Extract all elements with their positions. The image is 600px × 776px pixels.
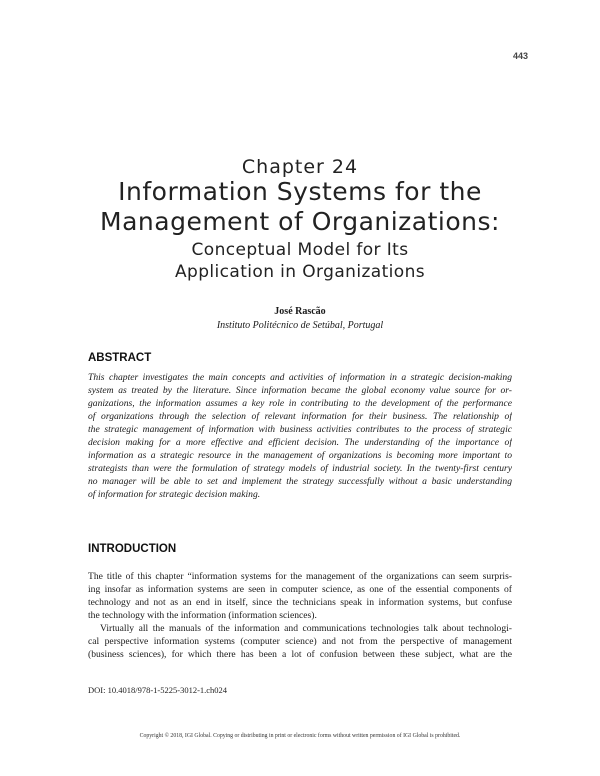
chapter-subtitle-line-1: Conceptual Model for Its xyxy=(191,240,409,260)
abstract-heading: ABSTRACT xyxy=(88,352,152,364)
chapter-label: Chapter 24 xyxy=(241,156,359,178)
abstract-line: This chapter investigates the main concepts and activities of information in a strategic decision-making xyxy=(88,372,512,383)
copyright-notice: Copyright © 2018, IGI Global. Copying or distributing in print or electronic forms without written permission of IGI Global is prohibited. xyxy=(139,733,461,739)
intro-line: The title of this chapter “information systems for the management of the organizations can seem surpris- xyxy=(88,571,512,582)
introduction-heading: INTRODUCTION xyxy=(88,543,177,555)
abstract-line: decision making for a more effective and efficient decision. The understanding of the importance of xyxy=(88,437,512,448)
intro-line: cal perspective information systems (computer science) and not from the perspective of management xyxy=(88,636,512,647)
chapter-title-line-2: Management of Organizations: xyxy=(100,207,500,236)
abstract-line: of organizations through the selection of relevant information for their business. The relationship of xyxy=(88,411,512,422)
author-affiliation: Instituto Politécnico de Setúbal, Portugal xyxy=(216,320,384,331)
abstract-line: of information for strategic decision making. xyxy=(88,489,261,500)
doi-text: DOI: 10.4018/978-1-5225-3012-1.ch024 xyxy=(88,685,228,695)
author-name: José Rascão xyxy=(274,306,326,317)
chapter-subtitle-line-2: Application in Organizations xyxy=(174,262,426,282)
abstract-line: system as treated by the literature. Since information became the global economy value source for or- xyxy=(88,385,512,396)
intro-line: (business sciences), for which there has been a lot of confusion between these subject, what are the xyxy=(88,649,512,660)
abstract-line: ganizations, the information assumes a key role in contributing to the development of the performance xyxy=(88,398,512,409)
intro-line: Virtually all the manuals of the information and communications technologies talk about technologi- xyxy=(100,623,512,634)
intro-line: technology and not as an end in itself, since the technicians speak in information systems, but confuse xyxy=(88,597,512,608)
abstract-line: the strategic management of information with business activities contributes to the process of strategic xyxy=(88,424,512,435)
intro-line: the technology with the information (information sciences). xyxy=(88,610,317,621)
abstract-line: information as a strategic resource in the management of organizations is becoming more important to xyxy=(88,450,512,461)
intro-line: ing insofar as information systems are seen in computer science, as one of the essential components of xyxy=(88,584,512,595)
abstract-line: no manager will be able to set and implement the strategy successfully without a basic understanding xyxy=(88,476,512,487)
abstract-line: strategists than were the formulation of strategy models of industrial society. In the twenty-first century xyxy=(88,463,512,474)
page-number: 443 xyxy=(512,51,528,61)
chapter-title-line-1: Information Systems for the xyxy=(118,177,482,206)
